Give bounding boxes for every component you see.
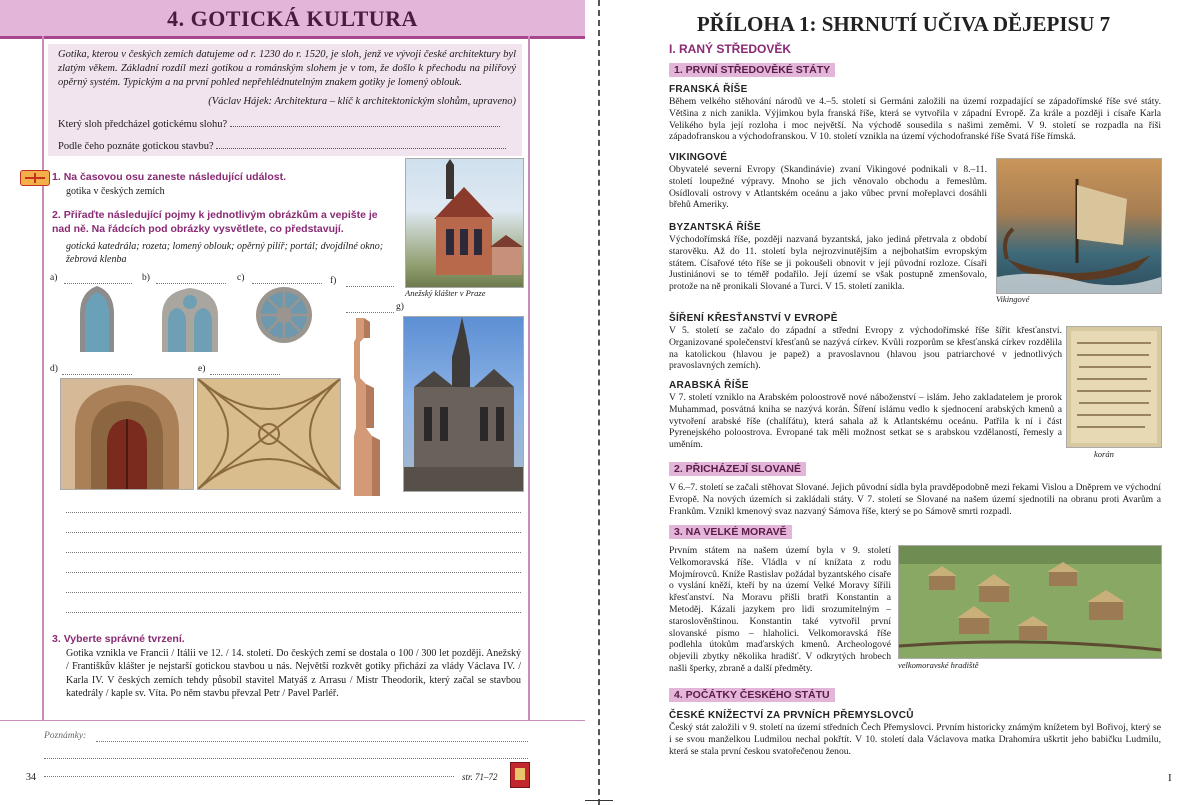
right-margin-line (528, 36, 530, 721)
portal-illustration (61, 379, 193, 489)
koran-image (1066, 326, 1162, 448)
intro-source: (Václav Hájek: Architektura – klíč k architektonickým slohům, upraveno) (208, 96, 516, 107)
notes-line-3[interactable] (44, 776, 454, 777)
left-page-title: 4. GOTICKÁ KULTURA (167, 6, 418, 31)
explanation-line-4[interactable] (66, 572, 521, 573)
question-1 (58, 116, 523, 132)
morava-text: Prvním státem na našem území byla v 9. století Velkomoravská říše. Vládla v ní knížata z rodu Mojmírovců. Kníže Rastislav požádal byzantského císaře o vyslání kněží, kteří by na území Velké Moravy šířili křesťanství. Na Moravu přišli bratři Konstantin a Metoděj. Kázali jazykem pro lidi srozumitelným – staroslověnštinou. Konstantin také vytvořil první slovanské písmo – hlaholici. Velkomoravská říše podlehla útokům maďarských kmenů. Archeologové objevili zbytky několika hradišť. V odkrytých hrobech našli šperky, zbraně a další předměty. (669, 545, 891, 674)
cathedral-illustration (404, 317, 523, 491)
band-3-heading: 3. NA VELKÉ MORAVĚ (669, 525, 792, 539)
sireni-heading: ŠÍŘENÍ KŘESŤANSTVÍ V EVROPĚ (669, 313, 838, 324)
right-page-number: I (1168, 772, 1172, 784)
exercise-3-heading-text: Vyberte správné tvrzení. (63, 633, 185, 645)
label-f: f) (330, 276, 337, 286)
byzant-text: Východořímská říše, později nazvaná byzantská, jako jediná přetrvala z období starověku. Až do 11. století byla nejrozvinutějším a nejbohatším evropským státem. Císařové této říše se ji pokoušeli obnovit v její původní rozloze. Císaři Justiniánovi se to téměř podařilo. Její území se však postupně zmenšovalo, protože na ně pronikali Slované a Turci. V 15. století zanikla. (669, 234, 987, 293)
question-2-text: Podle čeho poznáte gotickou stavbu? (58, 141, 214, 152)
knizectvi-text: Český stát založili v 9. století na území středních Čech Přemyslovci. Prvním historicky známým knížetem byl Bořivoj, který se i se svou manželkou Ludmilou nechal pokřtít. V 10. století dala Václavova matka Drahomíra uškrtit jeho babičku Ludmilu, která se stala první českou svatořečenou ženou. (669, 722, 1161, 757)
page-reference: str. 71–72 (462, 772, 498, 782)
notes-label: Poznámky: (44, 731, 87, 741)
exercise-2-heading-text: Přiřaďte následující pojmy k jednotlivým obrázkům a vepište je nad ně. Na řádcích pod obrázky vysvětlete, co představují. (52, 209, 378, 235)
band-2-heading: 2. PŘICHÁZEJÍ SLOVANÉ (669, 462, 806, 476)
explanation-line-6[interactable] (66, 612, 521, 613)
operny-pilir-image (350, 318, 382, 496)
anezsky-caption: Anežský klášter v Praze (405, 288, 486, 298)
section-heading: I. RANÝ STŘEDOVĚK (669, 42, 792, 56)
timeline-icon (20, 170, 50, 186)
label-d: d) (50, 364, 58, 374)
exercise-1-heading (52, 170, 397, 184)
arab-heading: ARABSKÁ ŘÍŠE (669, 380, 749, 391)
lomeny-oblouk-image (78, 286, 116, 352)
book-icon (510, 762, 530, 788)
hradiste-caption: velkomoravské hradiště (898, 660, 979, 670)
label-c: c) (237, 273, 245, 283)
exercise-2-heading (52, 208, 395, 236)
rozeta-image (255, 286, 313, 344)
label-a: a) (50, 273, 58, 283)
explanation-line-5[interactable] (66, 592, 521, 593)
answer-e[interactable] (210, 374, 280, 375)
knizectvi-heading: ČESKÉ KNÍŽECTVÍ ZA PRVNÍCH PŘEMYSLOVCŮ (669, 710, 914, 721)
exercise-1-text: gotika v českých zemích (66, 186, 165, 197)
vikingove-image (996, 158, 1162, 294)
band-1-heading: 1. PRVNÍ STŘEDOVĚKÉ STÁTY (669, 63, 835, 77)
answer-line-2[interactable] (216, 138, 506, 149)
exercise-1-heading-text: Na časovou osu zaneste následující událost. (63, 171, 287, 183)
question-1-text: Který sloh předcházel gotickému slohu? (58, 119, 228, 130)
anezsky-klaster-photo (405, 158, 524, 288)
answer-f[interactable] (346, 286, 394, 287)
label-e: e) (198, 364, 206, 374)
vikingove-text: Obyvatelé severní Evropy (Skandinávie) zvaní Vikingové podnikali v 8.–11. století loupežné výpravy. Mnoho se jich věnovalo obchodu a řemeslům. Osídlovali ostrovy v Atlantském oceánu a jako vůbec první mořeplavci dosáhli břehů Ameriky. (669, 164, 987, 211)
hradiste-illustration (899, 546, 1161, 658)
katedrala-photo (403, 316, 524, 492)
notes-line-1[interactable] (96, 741, 528, 742)
exercise-2-number: 2. (52, 209, 61, 221)
exercise-3-heading (52, 632, 472, 646)
band-4-heading: 4. POČÁTKY ČESKÉHO STÁTU (669, 688, 835, 702)
vault-illustration (198, 379, 340, 489)
viking-ship-illustration (997, 159, 1161, 293)
exercise-2-terms: gotická katedrála; rozeta; lomený oblouk; opěrný pilíř; portál; dvojdílné okno; žebrová klenba (66, 241, 384, 265)
right-page-title: PŘÍLOHA 1: SHRNUTÍ UČIVA DĚJEPISU 7 (696, 12, 1111, 36)
vikingove-heading: VIKINGOVÉ (669, 152, 728, 163)
fold-tick (585, 800, 613, 801)
explanation-line-3[interactable] (66, 552, 521, 553)
sireni-text: V 5. století se začalo do západní a střední Evropy z východořímské říše šířit křesťanství. Organizované společenství křesťanů se nazývá církev. Kvůli rozporům se křesťanská církev rozdělila na katolickou (hlavou je papež) a pravoslavnou (hlavou jsou patriarchové v jednotlivých pravoslavných zemích). (669, 325, 1062, 372)
answer-a[interactable] (64, 283, 132, 284)
answer-b[interactable] (156, 283, 226, 284)
church-illustration (406, 159, 523, 287)
exercise-1-number: 1. (52, 171, 61, 183)
page-fold-line (598, 0, 600, 805)
explanation-line-2[interactable] (66, 532, 521, 533)
franska-text: Během velkého stěhování národů ve 4.–5. století si Germáni založili na území rozpadající se západořímské říše své státy. Většina z nich zanikla. Výjimkou byla franská říše, která se vytvořila v západní Evropě. Za krále a později i císaře Karla Velikého byla její rozloha i moc největší. Na východě sousedila s našimi zeměmi. V 9. století se rozpadla na říši západofranskou a východofranskou. V 10. století vznikla na území východofranské říše Svatá říše římská. (669, 96, 1161, 143)
portal-photo (60, 378, 194, 490)
label-b: b) (142, 273, 150, 283)
question-2 (58, 138, 523, 154)
franska-heading: FRANSKÁ ŘÍŠE (669, 84, 748, 95)
answer-f-2[interactable] (346, 312, 394, 313)
answer-line-1[interactable] (230, 116, 500, 127)
slovane-text: V 6.–7. století se začali stěhovat Slované. Jejich původní sídla byla pravděpodobně mezi řekami Vislou a Dněprem ve východní Evropě. Na nových územích si zakládali státy. V 7. století se Slované na našem území sjednotili na obranu proti Avarům a Frankům. Vznikl kmenový svaz nazvaný Sámova říše, který se po Sámově smrti rozpadl. (669, 482, 1161, 517)
zebrova-klenba-photo (197, 378, 341, 490)
vikingove-caption: Vikingové (996, 294, 1030, 304)
answer-d[interactable] (62, 374, 132, 375)
footer-divider (0, 720, 585, 721)
byzant-heading: BYZANTSKÁ ŘÍŠE (669, 222, 761, 233)
left-margin-line (42, 36, 44, 721)
notes-line-2[interactable] (44, 758, 528, 759)
intro-text: Gotika, kterou v českých zemích datujeme od r. 1230 do r. 1520, je sloh, jenž ve vývoji české architektury byl zlatým věkem. Základní rozdíl mezi gotikou a románským slohem je v tom, že došlo k přechodu na pilířový opěrný systém. Typickým a na první pohled nepřehlédnutelným znakem gotiky je lomený oblouk. (58, 49, 516, 88)
hradiste-image (898, 545, 1162, 659)
left-page-number: 34 (26, 772, 36, 783)
exercise-3-text: Gotika vznikla ve Francii / Itálii ve 12. / 14. století. Do českých zemí se dostala o 100 / 300 let později. Anežský / Františkův klášter je nejstarší gotickou stavbou u nás. Největší rozkvět gotiky přichází za vlády Václava IV. / Karla IV. V českých zemích tehdy působil stavitel Matyáš z Arrasu / Mistr Theodorik, který začal se stavbou katedrály / kaple sv. Víta. Po něm stavbu převzal Petr / Pavel Parléř. (66, 648, 521, 700)
answer-c[interactable] (252, 283, 322, 284)
arab-text: V 7. století vzniklo na Arabském poloostrově nové náboženství – islám. Jeho zakladatelem je prorok Muhammad, posvátná kniha se nazývá korán. Šíření islámu vedlo k sjednocení arabských kmenů a vytvoření arabské říše (chalífátu), která sahala až k Atlantskému oceánu. Patřila k ní i část Pyrenejského poloostrova. Evropané tak měli možnost setkat se s arabskou vzdělaností, řemesly a uměním. (669, 392, 1062, 451)
explanation-line-1[interactable] (66, 512, 521, 513)
koran-illustration (1067, 327, 1161, 447)
label-g: g) (396, 302, 404, 312)
exercise-3-number: 3. (52, 633, 61, 645)
dvojdilne-okno-image (160, 288, 220, 352)
koran-caption: korán (1094, 449, 1114, 459)
